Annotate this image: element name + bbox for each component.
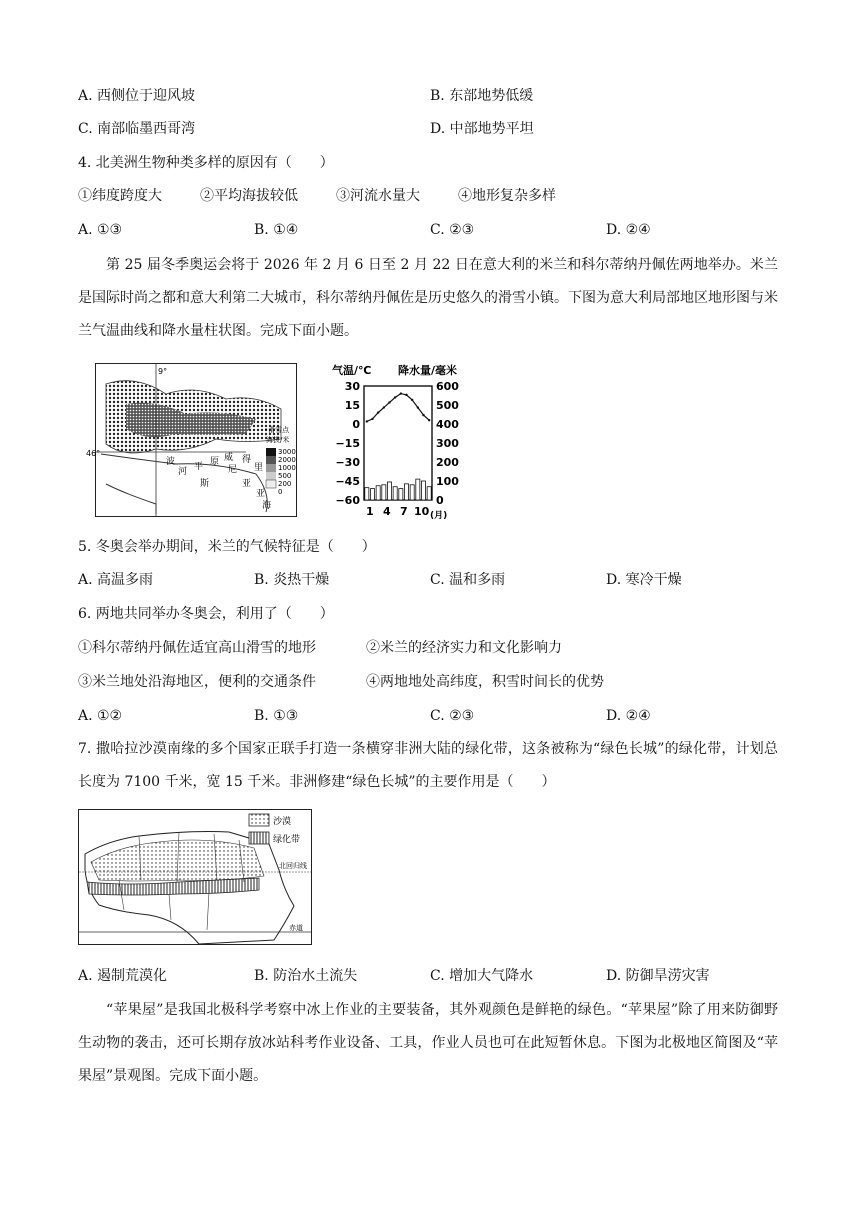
precip-bar	[427, 487, 431, 500]
passage-apple-house: “苹果屋”是我国北极科学考察中冰上作业的主要装备，其外观颜色是鲜艳的绿色。“苹果屋”除了用来防御野生动物的袭击，还可长期存放冰站科考作业设备、工具，作业人员也可在此短暂休息。下图为北极地区简图及“苹果屋”景观图。完成下面小题。	[78, 1002, 778, 1084]
legend-value: 2000	[278, 456, 296, 464]
q4-option-d: D. ②④	[606, 222, 651, 238]
q6-item-3: ③米兰地处沿海地区，便利的交通条件	[78, 674, 316, 690]
right-tick: 600	[436, 380, 459, 393]
left-tick: −15	[335, 437, 360, 450]
region-char: 斯	[200, 479, 210, 489]
milan-climate-chart	[332, 362, 472, 522]
passage-olympics: 第 25 届冬季奥运会将于 2026 年 2 月 6 日至 2 月 22 日在意大利的米兰和科尔蒂纳丹佩佐两地举办。米兰是国际时尚之都和意大利第二大城市，科尔蒂纳丹佩佐是历史悠久的滑雪小镇。下图为意大利局部地区地形图与米兰气温曲线和降水量柱状图。完成下面小题。	[78, 257, 778, 339]
legend-value: 0	[278, 488, 283, 496]
left-tick: −30	[335, 456, 360, 469]
x-unit: (月)	[430, 511, 448, 521]
region-char: 海	[262, 501, 272, 511]
legend-value: 500	[278, 472, 292, 480]
region-char: 里	[254, 463, 264, 473]
q4-item-2: ②平均海拔较低	[200, 188, 298, 204]
region-char: 威	[224, 453, 234, 463]
q7-option-c: C. 增加大气降水	[430, 968, 534, 984]
q4-item-4: ④地形复杂多样	[458, 188, 556, 204]
q6-item-2: ②米兰的经济实力和文化影响力	[366, 640, 562, 656]
right-tick: 300	[436, 437, 459, 450]
precip-bar	[382, 485, 386, 500]
q4-option-b: B. ①④	[254, 222, 299, 238]
tropic-label: 北回归线	[279, 862, 307, 870]
x-tick: 1	[366, 505, 374, 518]
q4-option-c: C. ②③	[430, 222, 475, 238]
q7-option-a: A. 遏制荒漠化	[78, 968, 168, 984]
temperature-point	[377, 411, 379, 413]
precip-bar	[365, 488, 369, 500]
legend-green-belt: 绿化带	[273, 835, 301, 845]
q7-option-b: B. 防治水土流失	[254, 968, 358, 984]
temperature-point	[417, 406, 419, 408]
left-tick: −60	[335, 494, 360, 507]
africa-green-wall-map	[78, 809, 312, 945]
left-tick: 30	[344, 380, 360, 393]
precip-bar	[370, 489, 374, 500]
region-char: 亚	[256, 489, 266, 499]
legend-value: 200	[278, 480, 292, 488]
legend-alt: 海拔/米	[266, 436, 290, 444]
right-tick: 100	[436, 475, 459, 488]
precip-bar	[376, 486, 380, 500]
q3-option-c: C. 南部临墨西哥湾	[78, 121, 196, 137]
q6-option-a: A. ①②	[78, 708, 123, 724]
q6-item-4: ④两地地处高纬度，积雪时间长的优势	[366, 674, 604, 690]
left-tick: −45	[335, 475, 360, 488]
q4-stem: 4. 北美洲生物种类多样的原因有（ ）	[78, 155, 334, 171]
temperature-point	[428, 419, 430, 421]
equator-label: 赤道	[289, 924, 303, 932]
left-tick: 15	[344, 399, 360, 412]
temperature-point	[405, 394, 407, 396]
precip-bar	[399, 489, 403, 500]
right-tick: 400	[436, 418, 459, 431]
legend-value: 1000	[278, 464, 296, 472]
q6-option-d: D. ②④	[606, 708, 651, 724]
region-char: 亚	[242, 479, 252, 489]
temperature-line	[367, 394, 429, 422]
q6-option-b: B. ①③	[254, 708, 299, 724]
map-lat-label: 46°	[86, 449, 101, 458]
map-lon-label: 9°	[158, 367, 168, 376]
legend-value: 3000	[278, 448, 296, 456]
q7-stem: 7. 撒哈拉沙漠南缘的多个国家正联手打造一条横穿非洲大陆的绿化带，这条被称为“绿色长城”的绿化带，计划总长度为 7100 千米，宽 15 千米。非洲修建“绿色长城”的主要作用是（ ）	[78, 741, 778, 790]
x-tick: 4	[383, 505, 391, 518]
temperature-point	[400, 392, 402, 394]
temperature-point	[366, 420, 368, 422]
precip-bar	[387, 482, 391, 500]
q5-option-b: B. 炎热干燥	[254, 572, 330, 588]
q6-stem: 6. 两地共同举办冬奥会，利用了（ ）	[78, 606, 334, 622]
precip-bar	[410, 485, 414, 500]
right-tick: 0	[436, 494, 444, 507]
precip-bar	[404, 484, 408, 500]
temperature-point	[394, 396, 396, 398]
left-axis-label: 气温/℃	[332, 364, 372, 377]
region-char: 得	[242, 455, 252, 465]
temperature-point	[383, 406, 385, 408]
precip-bar	[393, 487, 397, 500]
temperature-point	[371, 418, 373, 420]
x-tick: 7	[400, 505, 408, 518]
x-tick: 10	[414, 505, 430, 518]
legend-desert: 沙漠	[273, 817, 292, 827]
q6-item-1: ①科尔蒂纳丹佩佐适宜高山滑雪的地形	[78, 640, 316, 656]
q4-item-1: ①纬度跨度大	[78, 188, 162, 204]
q7-option-d: D. 防御旱涝灾害	[606, 968, 710, 984]
precip-bar	[421, 481, 425, 500]
temperature-point	[422, 414, 424, 416]
left-tick: 0	[352, 418, 360, 431]
q3-option-d: D. 中部地势平坦	[430, 121, 534, 137]
q4-option-a: A. ①③	[78, 222, 123, 238]
right-tick: 500	[436, 399, 459, 412]
q3-option-a: A. 西侧位于迎风坡	[78, 88, 196, 104]
italy-terrain-map	[86, 363, 297, 517]
q3-option-b: B. 东部地势低缓	[430, 88, 534, 104]
region-char: 河	[178, 467, 188, 477]
temperature-point	[411, 399, 413, 401]
q5-option-c: C. 温和多雨	[430, 572, 506, 588]
right-axis-label: 降水量/毫米	[398, 364, 458, 377]
temperature-point	[388, 401, 390, 403]
precip-bar	[416, 479, 420, 500]
q5-stem: 5. 冬奥会举办期间，米兰的气候特征是（ ）	[78, 539, 376, 555]
legend-ski: •滑雪点	[264, 426, 290, 434]
q5-option-d: D. 寒冷干燥	[606, 572, 682, 588]
right-tick: 200	[436, 456, 459, 469]
q5-option-a: A. 高温多雨	[78, 572, 154, 588]
region-char: 原	[210, 457, 220, 467]
q6-option-c: C. ②③	[430, 708, 475, 724]
q4-item-3: ③河流水量大	[336, 188, 420, 204]
region-char: 尼	[228, 465, 238, 475]
region-char: 平	[194, 462, 204, 472]
region-char: 波	[166, 457, 176, 467]
